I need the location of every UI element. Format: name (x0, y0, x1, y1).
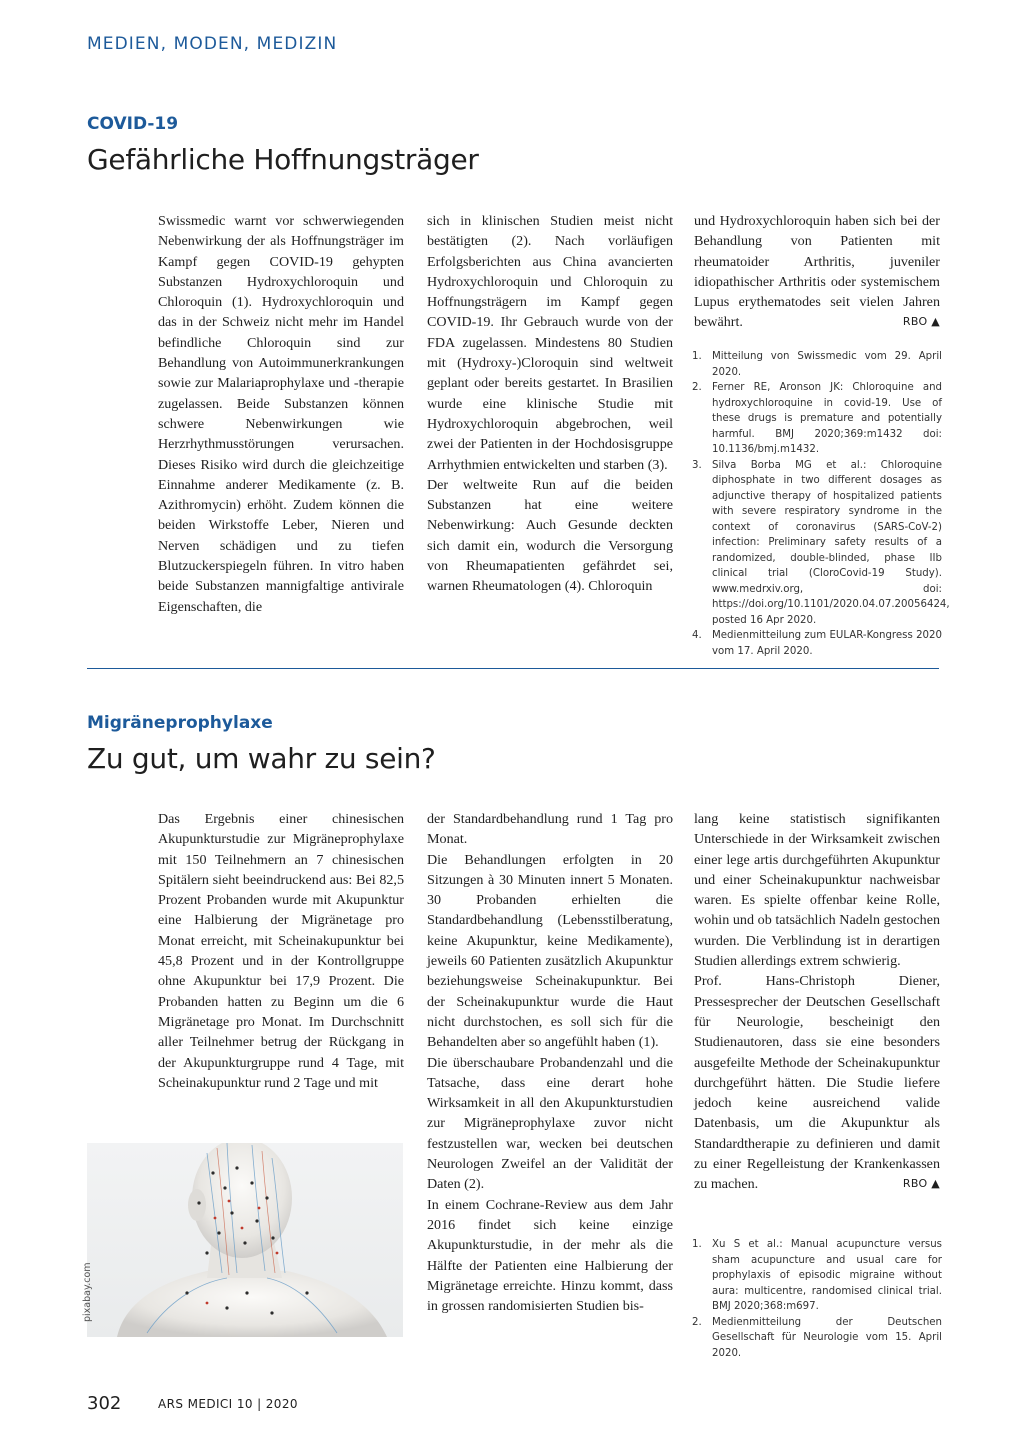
article2-col3-text: Prof. Hans-Christoph Diener, Pressesprecher der Deutschen Gesellschaft für Neurologie, bescheinigt den Studienautoren, dass sie eine besonders ausgefeilte Methode der Scheinakupunktur durchgeführt hätten. Die Studie liefere jedoch keine ausreichend valide Datenbasis, um die Akupunktur als Standardtherapie zu definieren und damit zu einer Regelleistung der Krankenkassen zu machen. (694, 973, 940, 1193)
article2-column-2 (427, 809, 673, 1316)
article1-col3-text: und Hydroxychloroquin haben sich bei der Behandlung von Patienten mit rheumatoider Arthritis, juveniler idiopathischer Arthritis oder systemischem Lupus erythematodes seit vielen Jahren bewährt. (694, 213, 940, 331)
reference-number: 4. (692, 630, 702, 641)
reference-text: Medienmitteilung der Deutschen Gesellschaft für Neurologie vom 15. April 2020. (712, 1316, 942, 1359)
article1-col1-text: Swissmedic warnt vor schwerwiegenden Nebenwirkung der als Hoffnungsträger im Kampf gegen COVID-19 gehypten Substanzen Hydroxychloroquin und Chloroquin (1). Hydroxychloroquin und das in der Schweiz nicht mehr im Handel befindliche Chloroquin sind zur Behandlung von Autoimmunerkrankungen sowie zur Malariaprophylaxe und -therapie zugelassen. Beide Substanzen können schwere Nebenwirkungen wie Herzrhythmusstörungen verursachen. Dieses Risiko wird durch die gleichzeitige Einnahme anderer Medikamente (z. B. Azithromycin) erhöht. Zudem können die beiden Wirkstoffe Leber, Nieren und Nerven schädigen und zu tiefen Blutzuckerspiegeln führen. In vitro haben beide Substanzen mannigfaltige antivirale Eigenschaften, die (158, 213, 404, 615)
reference-number: 1. (692, 351, 702, 362)
reference-number: 1. (692, 1239, 702, 1250)
article1-kicker: COVID-19 (87, 114, 179, 134)
article2-col2-paragraph: In einem Cochrane-Review aus dem Jahr 2016 findet sich keine einzige Akupunkturstudie, in der mehr als die Hälfte der Patienten eine Halbierung der Migränetage erreichte. Hinzu kommt, dass in grossen randomisierten Studien bis- (427, 1196, 673, 1315)
article2-column-1 (158, 809, 404, 1093)
journal-issue: ARS MEDICI 10 | 2020 (158, 1397, 298, 1411)
author-signature (903, 312, 940, 332)
photo-credit: pixabay.com (82, 1262, 93, 1322)
article1-column-2 (427, 211, 673, 597)
article2-col3-paragraph (694, 971, 940, 1194)
reference-item (692, 628, 942, 659)
article2-kicker: Migräneprophylaxe (87, 713, 273, 733)
article2-references (692, 1237, 942, 1361)
reference-item (692, 1315, 942, 1362)
reference-item (692, 380, 942, 458)
reference-text: Ferner RE, Aronson JK: Chloroquine and hydroxychloroquine in covid-19. Use of these drugs is premature and potentially harmful. BMJ 2020;369:m1432 doi: 10.1136/bmj.m1432. (712, 382, 942, 455)
section-divider (87, 668, 939, 669)
acupuncture-model-photo (87, 1143, 403, 1337)
reference-item (692, 458, 950, 629)
reference-text: Medienmitteilung zum EULAR-Kongress 2020 vom 17. April 2020. (712, 630, 942, 657)
reference-item (692, 349, 942, 380)
article1-title: Gefährliche Hoffnungsträger (87, 143, 479, 176)
article2-col1-text: Das Ergebnis einer chinesischen Akupunkturstudie zur Migräneprophylaxe mit 150 Teilnehmern an 7 chinesischen Spitälern sieht beeindruckend aus: Bei 82,5 Prozent Probanden wurde mit Akupunktur eine Halbierung der Migränetage pro Monat erreicht, mit Scheinakupunktur bei 45,8 Prozent und in der Kontrollgruppe ohne Akupunktur bei 17,9 Prozent. Die Probanden hatten zu Beginn um die 6 Migränetage pro Monat. Im Durchschnitt aller Teilnehmer betrug der Rückgang in der Akupunkturgruppe rund 4 Tage, mit Scheinakupunktur rund 2 Tage und mit (158, 811, 404, 1091)
article2-col2-paragraph: Die überschaubare Probandenzahl und die Tatsache, dass eine derart hohe Wirksamkeit in all den Akupunkturstudien zur Migräneprophylaxe zuvor nicht festzustellen war, wecken bei deutschen Neurologen Zweifel an der Validität der Daten (2). (427, 1054, 673, 1193)
article1-references (692, 349, 950, 659)
triangle-icon: ▲ (931, 1177, 940, 1191)
reference-text: Xu S et al.: Manual acupuncture versus sham acupuncture and usual care for prophylaxis of episodic migraine without aura: multicentre, randomised clinical trial. BMJ 2020;368:m697. (712, 1239, 942, 1312)
reference-number: 2. (692, 1316, 702, 1328)
article1-column-3 (694, 211, 940, 333)
signature-text: RBO (902, 1177, 928, 1191)
article2-col2-paragraph: Die Behandlungen erfolgten in 20 Sitzungen à 30 Minuten innert 5 Monaten. 30 Probanden erhielten die Standardbehandlung (Lebensstilberatung, keine Akupunktur, keine Medikamente), jeweils 60 Patienten zusätzlich Akupunktur beziehungsweise Scheinakupunktur. Bei der Scheinakupunktur wurde die Haut nicht durchstochen, es soll sich für die Behandelten aber so angefühlt haben (1). (427, 851, 673, 1051)
page-number: 302 (87, 1393, 122, 1414)
article1-column-1 (158, 211, 404, 617)
reference-text: Silva Borba MG et al.: Chloroquine diphosphate in two different dosages as adjunctive therapy of hospitalized patients with severe respiratory syndrome in the context of coronavirus (SARS-CoV-2) infection: Preliminary safety results of a randomized, double-blinded, phase IIb clinical trial (CloroCovid-19 Study). www.medrxiv.org, doi: https://doi.org/10.1101/2020.04.07.20056424, posted 16 Apr 2020. (712, 459, 950, 626)
article2-col2-paragraph: der Standardbehandlung rund 1 Tag pro Monat. (427, 811, 673, 848)
article1-col2-paragraph: sich in klinischen Studien meist nicht bestätigten (2). Nach vorläufigen Erfolgsberichten aus China avancierten Hydroxychloroquin und Chloroquin zu Hoffnungsträgern im Kampf gegen COVID-19. Ihr Gebrauch wurde von der FDA zugelassen. Mindestens 80 Studien mit (Hydroxy-)Cloroquin sind weltweit geplant oder bereits gestartet. In Brasilien wurde eine klinische Studie mit Hydroxychloroquin abgebrochen, weil zwei der Patienten in der Hochdosisgruppe Arrhythmien entwickelten und starben (3). (427, 213, 673, 473)
reference-item (692, 1237, 942, 1315)
section-header: MEDIEN, MODEN, MEDIZIN (87, 34, 338, 54)
article1-col2-paragraph: Der weltweite Run auf die beiden Substanzen hat eine weitere Nebenwirkung: Auch Gesunde deckten sich damit ein, wodurch die Versorgung von Rheumapatienten gefährdet sei, warnen Rheumatologen (4). Chloroquin (427, 476, 673, 595)
article2-column-3 (694, 809, 940, 1195)
reference-number: 2. (692, 382, 702, 393)
signature-text: RBO (902, 315, 928, 329)
reference-number: 3. (692, 459, 702, 471)
article2-col3-paragraph: lang keine statistisch signifikanten Unterschiede in der Wirksamkeit zwischen einer lege artis durchgeführten Akupunktur und einer Scheinakupunktur nachweisbar waren. Es spielte offenbar keine Rolle, wohin und ob tatsächlich Nadeln gestochen wurden. Die Verblindung ist in derartigen Studien allerdings extrem schwierig. (694, 811, 940, 970)
triangle-icon: ▲ (931, 315, 940, 329)
reference-text: Mitteilung von Swissmedic vom 29. April 2020. (712, 351, 942, 378)
article1-col3-paragraph (694, 211, 940, 333)
author-signature (903, 1174, 940, 1194)
acupuncture-head-illustration (87, 1143, 403, 1337)
article2-title: Zu gut, um wahr zu sein? (87, 742, 436, 775)
